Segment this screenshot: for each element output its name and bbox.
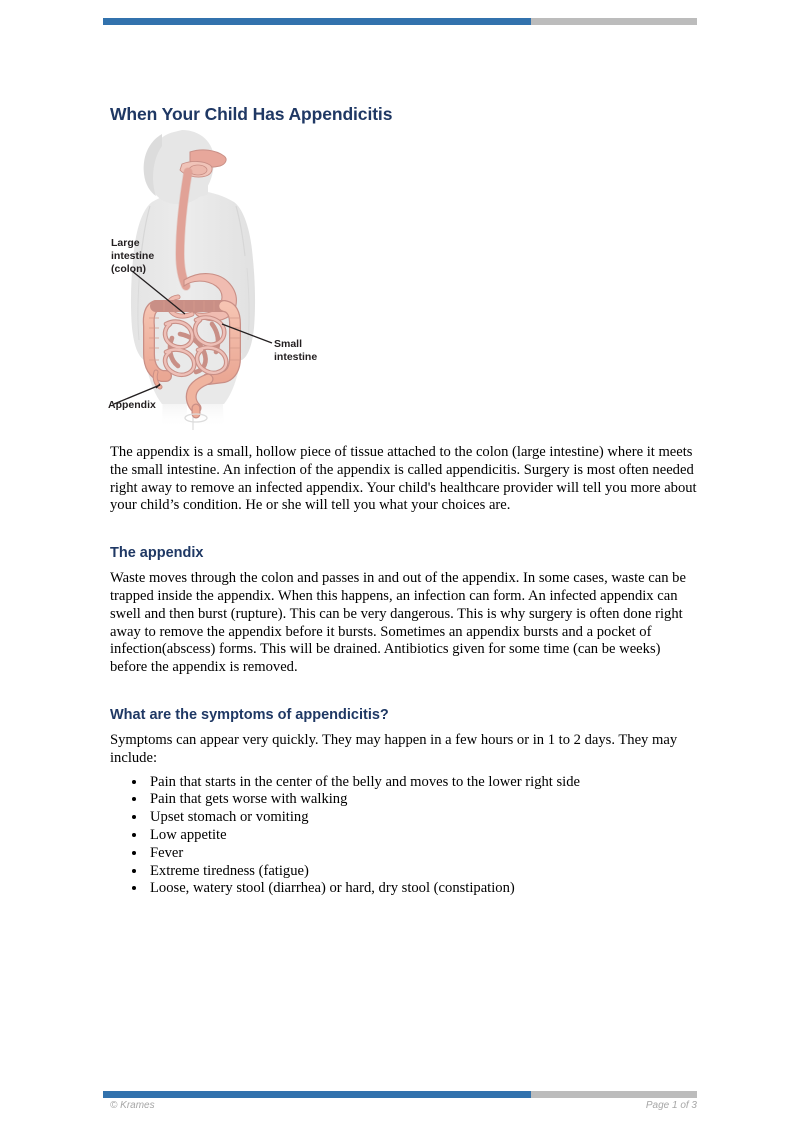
list-item: • Upset stomach or vomiting: [147, 809, 698, 827]
list-item: • Pain that gets worse with walking: [147, 791, 698, 809]
section-paragraph-the-appendix: Waste moves through the colon and passes in and out of the appendix. In some cases, waste can be trapped inside the appendix. When this happens, an infection can form. An infected appendix can swell and then burst (rupture). This can be very dangerous. This is why surgery is often done right away to remove the appendix before it bursts. Sometimes an appendix bursts and a pocket of infection(abscess) forms. This will be drained. Antibiotics given for some time (can be weeks) before the appendix is removed.: [110, 570, 686, 676]
section-symptoms: [110, 707, 698, 898]
footer-rule-blue-segment: [103, 1091, 531, 1098]
label-large-intestine: Large intestine (colon): [111, 237, 155, 275]
label-appendix: Appendix: [108, 399, 156, 411]
section-heading-symptoms: What are the symptoms of appendicitis?: [110, 706, 389, 723]
anatomy-illustration: [104, 128, 404, 433]
list-item: • Low appetite: [147, 827, 698, 845]
section-paragraph-symptoms: Symptoms can appear very quickly. They may happen in a few hours or in 1 to 2 days. They may include:: [110, 731, 678, 766]
footer-page-number: Page 1 of 3: [645, 1100, 697, 1111]
label-small-intestine: Small intestine: [274, 338, 318, 363]
list-item: • Fever: [147, 845, 698, 863]
intro-block: [110, 444, 698, 515]
section-heading-the-appendix: The appendix: [110, 545, 204, 562]
section-the-appendix: [110, 545, 698, 677]
document-body: [110, 444, 698, 920]
list-item: • Extreme tiredness (fatigue): [147, 863, 698, 881]
footer-rule: [103, 1091, 697, 1098]
symptoms-list: [110, 774, 698, 899]
header-rule: [103, 18, 697, 25]
footer-copyright: © Krames: [110, 1100, 155, 1111]
list-item: • Loose, watery stool (diarrhea) or hard, dry stool (constipation): [147, 880, 698, 898]
footer-rule-gray-segment: [531, 1091, 697, 1098]
intro-paragraph: The appendix is a small, hollow piece of tissue attached to the colon (large intestine) where it meets the small intestine. An infection of the appendix is called appendicitis. Surgery is most often needed right away to remove an infected appendix. Your child's healthcare provider will tell you more about your child’s condition. He or she will tell you what your choices are.: [110, 444, 697, 514]
header-rule-blue-segment: [103, 18, 531, 25]
header-rule-gray-segment: [531, 18, 697, 25]
list-item: • Pain that starts in the center of the belly and moves to the lower right side: [147, 774, 698, 792]
page-title: When Your Child Has Appendicitis: [110, 103, 393, 124]
